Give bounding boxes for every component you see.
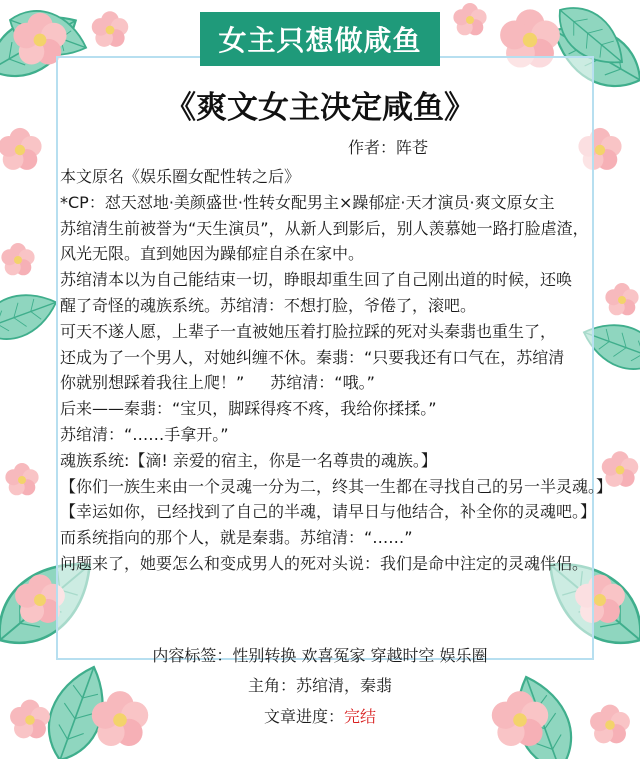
lead-value: 苏绾清，秦翡 [296,676,393,695]
synopsis-line: *CP：怼天怼地·美颜盛世·性转女配男主×躁郁症·天才演员·爽文原女主 [60,192,555,212]
protagonists [0,673,640,696]
synopsis-line: 苏绾清：“……手拿开。” [60,424,229,444]
synopsis-line: 【幸运如你，已经找到了自己的半魂，请早日与他结合，补全你的灵魂吧。】 [60,502,597,522]
dialogue-su-wanqing: 苏绾清：“哦。” [270,373,375,393]
author-label: 作者： [348,138,397,157]
synopsis-line: 苏绾清生前被誉为“天生演员”，从新人到影后，别人羡慕她一路打脸虐渣， [60,218,589,238]
synopsis-line: 风光无限。直到她因为躁郁症自杀在家中。 [60,244,365,264]
lead-label: 主角： [247,676,296,695]
tags-label: 内容标签： [152,646,233,665]
banner [200,12,440,66]
synopsis [60,164,640,577]
tags-value: 性别转换 欢喜冤家 穿越时空 娱乐圈 [232,646,488,665]
blossom-decoration [453,3,486,35]
synopsis-line: 魂族系统:【滴! 亲爱的宿主，你是一名尊贵的魂族。】 [60,450,437,470]
progress-status: 完结 [344,707,377,726]
synopsis-line: 醒了奇怪的魂族系统。苏绾清：不想打脸，爷倦了，滚吧。 [60,295,477,315]
progress-label: 文章进度： [263,707,344,726]
synopsis-line [60,370,640,396]
leaf-decoration [0,283,63,349]
synopsis-line: 本文原名《娱乐圈女配性转之后》 [60,167,301,186]
book-title: 《爽文女主决定咸鱼》 [165,90,475,126]
banner-text: 女主只想做咸鱼 [218,24,422,57]
blossom-decoration [0,128,42,170]
blossom-decoration [5,463,38,495]
synopsis-line: 还成为了一个男人，对她纠缠不休。秦翡：“只要我还有口气在，苏绾清 [60,347,565,367]
dialogue-qin-fei: 你就别想踩着我往上爬！” [60,373,245,393]
blossom-decoration [1,243,34,275]
synopsis-line: 问题来了，她要怎么和变成男人的死对头说：我们是命中注定的灵魂伴侣。 [60,553,589,573]
author-line [348,135,428,158]
content-tags [0,643,640,666]
author-name: 阵苍 [396,138,429,157]
synopsis-line: 【你们一族生来由一个灵魂一分为二，终其一生都在寻找自己的另一半灵魂。】 [60,476,613,496]
article-progress [0,704,640,727]
synopsis-line: 后来——秦翡：“宝贝，脚踩得疼不疼，我给你揉揉。” [60,399,437,419]
blossom-decoration [92,11,129,47]
synopsis-line: 可天不遂人愿，上辈子一直被她压着打脸拉踩的死对头秦翡也重生了， [60,321,557,341]
synopsis-line: 苏绾清本以为自己能结束一切，睁眼却重生回了自己刚出道的时候，还唤 [60,270,573,290]
synopsis-line: 而系统指向的那个人，就是秦翡。苏绾清：“……” [60,528,413,548]
